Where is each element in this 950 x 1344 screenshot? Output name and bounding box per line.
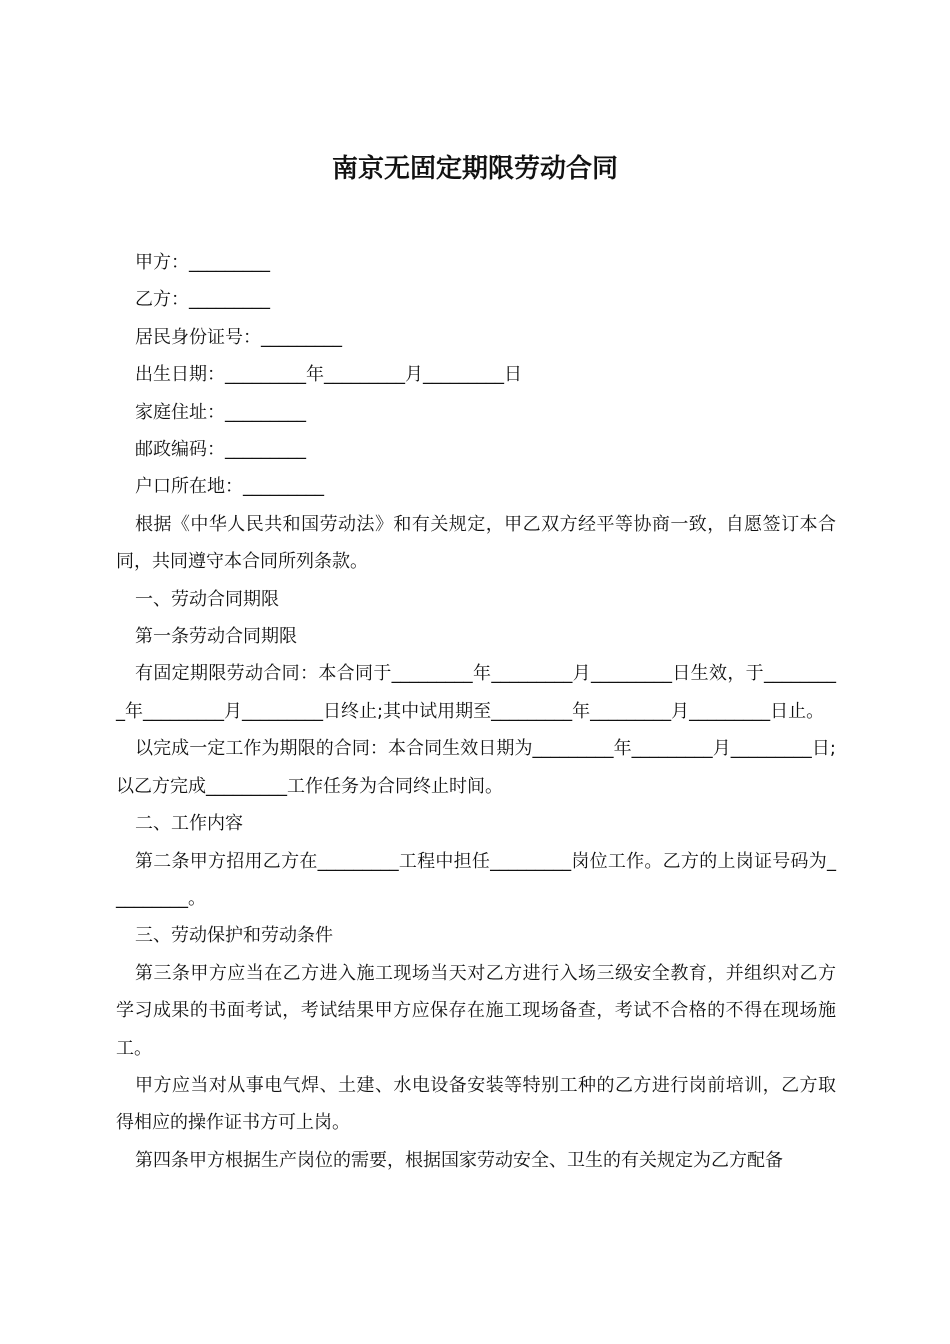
- article-3-paragraph: 第三条甲方应当在乙方进入施工现场当天对乙方进行入场三级安全教育，并组织对乙方学习成果的书面考试，考试结果甲方应保存在施工现场备查，考试不合格的不得在现场施工。: [116, 962, 836, 1059]
- birth-date-field: 出生日期：_________年_________月_________日: [135, 364, 522, 386]
- task-based-paragraph: 以完成一定工作为期限的合同：本合同生效日期为_________年_________月_________日;以乙方完成_________工作任务为合同终止时间。: [116, 738, 836, 797]
- preamble-paragraph: 根据《中华人民共和国劳动法》和有关规定，甲乙双方经平等协商一致，自愿签订本合同，共同遵守本合同所列条款。: [116, 513, 836, 573]
- section-heading-protection: 三、劳动保护和劳动条件: [135, 925, 333, 947]
- article-1-heading: 第一条劳动合同期限: [135, 626, 297, 648]
- fixed-term-paragraph: 有固定期限劳动合同：本合同于_________年_________月_________日生效，于_________年_________月_________日终止;其中试用期至_________年_________月_________日止。: [116, 663, 836, 722]
- home-address-field: 家庭住址：_________: [135, 401, 306, 423]
- document-title: 南京无固定期限劳动合同: [331, 154, 618, 185]
- party-a-field: 甲方：_________: [135, 252, 270, 273]
- party-b-field: 乙方：_________: [135, 289, 270, 311]
- special-training-paragraph: 甲方应当对从事电气焊、土建、水电设备安装等特别工种的乙方进行岗前培训，乙方取得相应的操作证书方可上岗。: [116, 1074, 836, 1134]
- article-4-paragraph: 第四条甲方根据生产岗位的需要，根据国家劳动安全、卫生的有关规定为乙方配备: [135, 1149, 783, 1171]
- section-heading-work: 二、工作内容: [135, 813, 243, 835]
- article-2-paragraph: 第二条甲方招用乙方在_________工程中担任_________岗位工作。乙方的上岗证号码为_________。: [116, 850, 836, 909]
- id-number-field: 居民身份证号：_________: [135, 326, 342, 348]
- household-registration-field: 户口所在地：_________: [135, 476, 324, 498]
- postal-code-field: 邮政编码：_________: [135, 439, 306, 461]
- document-body: [116, 244, 836, 1179]
- section-heading-term: 一、劳动合同期限: [135, 588, 279, 610]
